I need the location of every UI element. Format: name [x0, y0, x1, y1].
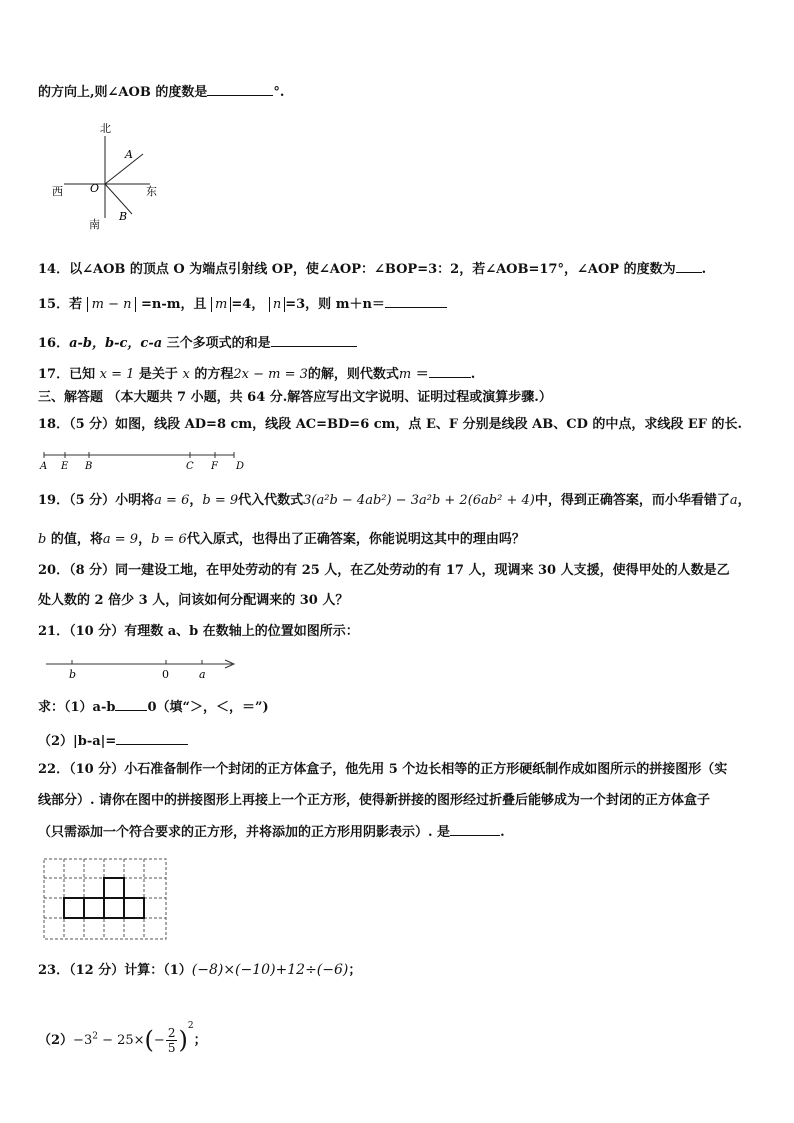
axis-label-zero: 0: [162, 668, 169, 681]
q19-line2: [38, 531, 525, 549]
q20-line1: 20．（8 分）同一建设工地，在甲处劳动的有 25 人，在乙处劳动的有 17 人，现调来 30 人支援，使得甲处的人数是乙: [38, 563, 730, 578]
q19-l2a: 的值，将: [50, 532, 103, 547]
q22-line2: 线部分）. 请你在图中的拼接图形上再接上一个正方形，使得新拼接的图形经过折叠后能够成为一个封闭的正方体盒子: [38, 793, 711, 808]
q21-ask2: [38, 731, 188, 751]
q19-expression: 3(a²b − 4ab²) − 3a²b + 2(6ab² + 4): [303, 493, 535, 508]
label-b: B: [119, 210, 128, 223]
fraction-two-fifths: [166, 1026, 178, 1055]
q19-l2b: 代入原式，也得出了正确答案，你能说明这其中的理由吗？: [186, 532, 525, 547]
q22-end: .: [500, 825, 505, 840]
q17-p2: 是关于: [138, 367, 178, 382]
q15-p1: 15．若: [38, 297, 83, 312]
q17-eq2: 2x − m = 3: [233, 367, 308, 382]
label-south: 南: [89, 218, 100, 231]
q14-text: 14．以∠AOB 的顶点 O 为端点引射线 OP，使∠AOP：∠BOP=3：2，若∠AOB=17°，∠AOP 的度数为: [38, 262, 676, 277]
q15-line: [38, 294, 447, 314]
q14-end: .: [701, 262, 707, 277]
q23-e1end: ；: [348, 963, 362, 978]
frac-numerator: 2: [167, 1026, 176, 1040]
q19-a6: a = 6: [154, 493, 190, 508]
label-east: 东: [146, 185, 157, 198]
q13-text: 的方向上,则∠AOB 的度数是: [38, 85, 208, 100]
q16-line: 16．a-b，b-c，c-a 三个多项式的和是: [38, 333, 357, 353]
number-line: [44, 654, 240, 682]
q19-l1b: 代入代数式: [238, 493, 304, 508]
point-a: A: [40, 461, 48, 472]
q21-answer-blank-1[interactable]: [115, 697, 147, 711]
abs-m: m: [211, 297, 231, 312]
frac-denominator: 5: [167, 1041, 176, 1055]
q14-answer-blank[interactable]: [676, 259, 702, 273]
q15-p3: =4，: [231, 297, 265, 312]
axis-label-b: b: [69, 668, 77, 681]
q22-l3: （只需添加一个符合要求的正方形，并将添加的正方形用阴影表示）. 是: [38, 825, 451, 840]
q17-p4: 的解，则代数式: [307, 367, 399, 382]
q22-line3: [38, 822, 505, 842]
q23-expression-1: (−8)×(−10)+12÷(−6): [191, 962, 349, 978]
q15-p2: =n-m，且: [141, 297, 207, 312]
q17-expr: m: [398, 367, 412, 382]
q23-expression-2: $-3^2 - 25\times(-$ $\frac{2}{5}$ )$^2$: [73, 1021, 194, 1055]
q19-b9: b = 9: [202, 493, 239, 508]
q23-p2: （2）: [38, 1033, 74, 1048]
q21-ask1a: 求：（1）a-b: [38, 700, 116, 715]
q21-ask1b: 0（填“＞，＜，＝”): [147, 700, 269, 715]
q19-var-b: b: [38, 532, 47, 547]
net-grid-diagram: [42, 857, 170, 941]
q13-line: [38, 82, 284, 102]
q23-e2end: ；: [193, 1033, 207, 1048]
q22-line1: 22．（10 分）小石准备制作一个封闭的正方体盒子，他先用 5 个边长相等的正方形硬纸制作成如图所示的拼接图形（实: [38, 762, 728, 777]
q21-ask1: [38, 697, 269, 717]
q19-line1: [38, 492, 751, 510]
q17-answer-blank[interactable]: [429, 364, 471, 378]
q17-line: [38, 364, 475, 384]
label-north: 北: [100, 122, 111, 135]
q13-answer-blank[interactable]: [207, 82, 273, 96]
q23-e2sup: 2: [92, 1031, 98, 1042]
label-o: O: [90, 182, 100, 195]
q17-end: .: [470, 367, 476, 382]
q19-l1c: 中，得到正确答案，而小华看错了: [534, 493, 730, 508]
q19-b6: b = 6: [151, 532, 187, 547]
point-c: C: [186, 461, 194, 472]
q19-a9: a = 9: [102, 532, 139, 547]
q21-ask2-text: （2）|b-a|=: [38, 734, 117, 749]
q16-items: a-b，b-c，c-a: [69, 336, 163, 351]
q19-var-a: a: [729, 493, 738, 508]
q14-line: [38, 259, 706, 279]
abs-m-minus-n: m − n: [87, 297, 137, 312]
q23-p1: 23．（12 分）计算：（1）: [38, 963, 192, 978]
point-f: F: [211, 461, 218, 472]
segment-diagram: [38, 450, 253, 472]
point-e: E: [61, 461, 69, 472]
point-d: D: [236, 461, 245, 472]
q21-text: 21．（10 分）有理数 a、b 在数轴上的位置如图所示：: [38, 624, 359, 639]
q17-p3: 的方程: [194, 367, 234, 382]
q13-unit: °.: [273, 85, 285, 100]
q15-answer-blank[interactable]: [385, 294, 447, 308]
q22-answer-blank[interactable]: [450, 822, 500, 836]
q19-sep: ，: [189, 493, 203, 508]
q23-e2pow: 2: [187, 1021, 194, 1031]
q23-e2a: −3: [73, 1033, 93, 1048]
q19-l1a: 19．（5 分）小明将: [38, 493, 155, 508]
q19-sep2: ，: [138, 532, 152, 547]
q17-p1: 17．已知: [38, 367, 96, 382]
q21-answer-blank-2[interactable]: [116, 731, 188, 745]
abs-n: n: [269, 297, 285, 312]
ray-oa: [105, 154, 143, 184]
q23-line1: [38, 961, 361, 980]
net-squares: [64, 878, 144, 918]
axis-label-a: a: [199, 668, 206, 681]
q20-line2: 处人数的 2 倍少 3 人，问该如何分配调来的 30 人？: [38, 593, 349, 608]
q16-answer-blank[interactable]: [271, 333, 357, 347]
compass-diagram: [50, 118, 170, 236]
q23-e2b: − 25×: [97, 1033, 145, 1048]
label-west: 西: [52, 185, 63, 198]
q15-p4: =3，则 m＋n＝: [285, 297, 385, 312]
q18-text: 18．（5 分）如图，线段 AD=8 cm，线段 AC=BD=6 cm，点 E、F 分别是线段 AB、CD 的中点，求线段 EF 的长.: [38, 417, 743, 432]
q16-text: 三个多项式的和是: [166, 336, 271, 351]
point-b: B: [85, 461, 93, 472]
q19-l1d: ，: [737, 493, 751, 508]
q23-line2: [38, 1006, 207, 1061]
label-a: A: [125, 148, 133, 161]
q23-minus: −: [153, 1033, 165, 1048]
q17-eq1: x = 1: [99, 367, 135, 382]
section-3-heading: 三、解答题 （本大题共 7 小题，共 64 分.解答应写出文字说明、证明过程或演算步骤.）: [38, 390, 552, 405]
q17-var: x: [182, 367, 190, 382]
q17-p5: ＝: [415, 367, 429, 382]
